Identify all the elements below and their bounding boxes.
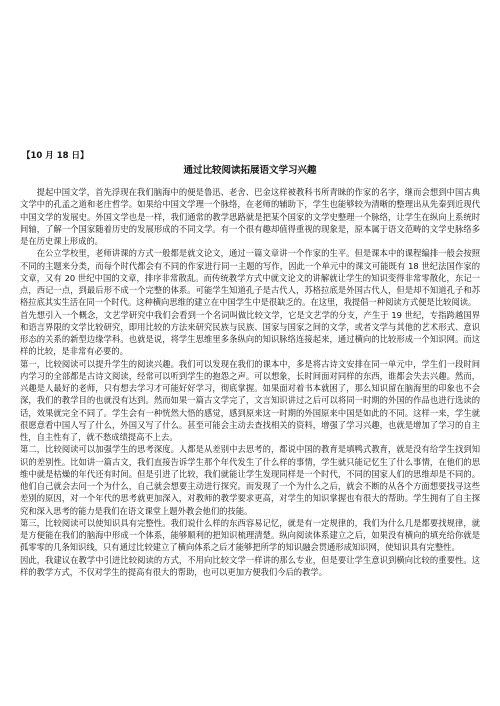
paragraph-teaching-method: 在公立学校里，老师讲课的方式一般都是就文论文，通过一篇文章讲一个作家的生平。但是课本中的课程编排一般会按照不同的主题来分类，而每个时代都会有不同的作家进行同一主题的写作，因此一个单元中的课文可能既有 18 世纪法国作家的文章，又有 20 世纪中国的文章，排序非常散乱。而传统教学方式中就文论文的讲解就让学生的知识变得非常零散化，东记一点，西记一点，到最后形不成一个完整的体系。可能学生知道孔子是古代人，苏格拉底是外国古代人，但是却不知道孔子和苏格拉底其实生活在同一个时代。这种横向思维的建立在中国学生中是很缺乏的。在这里，我提倡一种阅读方式便是比较阅读。 <box>20 248 480 308</box>
paragraph-intro: 提起中国文学，首先浮现在我们脑海中的便是鲁迅、老舍、巴金这样被教科书所青睐的作家的名字，继而会想到中国古典文学中的孔孟之道和老庄哲学。如果给中国文学理一个脉络，在老师的辅助下，学生也能够较为清晰的整理出从先秦到近现代中国文学的发展史。外国文学也是一样，我们通常的教学思路就是把某个国家的文学史整理一个脉络，让学生在纵向上系统时间轴，了解一个国家随着历史的发展形成的不同文学。有一个很有趣却值得重视的现象是，原本属于语文范畴的文学史脉络多是在历史课上形成的。 <box>20 187 480 246</box>
paragraph-point-one: 第一，比较阅读可以提升学生的阅读兴趣。我们可以发现在我们的课本中，多是将古诗文安排在同一单元中，学生们一段时间内学习的全部都是古诗文阅读，经常可以听到学生的抱怨之声。可以想象，长时间面对同样的东西，谁都会失去兴趣。然而，兴趣是人最好的老师，只有想去学习才可能好好学习，彻底掌握。如果面对着书本就困了，那么知识留在脑海里的印象也不会深，我们的教学目的也就没有达到。然而如果一篇古文学完了，文言知识讲过之后可以将同一时期的外国的作品也进行选读的话，效果就完全不同了。学生会有一种恍然大悟的感觉，感到原来这一时期的外国原来中国是如此的不同。这样一来，学生就很愿意看中国人写了什么，外国又写了什么。甚至可能会主动去查找相关的资料，增强了学习兴趣，也就是增加了学习的自主性，自主性有了，就不愁成绩提高不上去。 <box>20 358 480 442</box>
paragraph-point-two: 第二，比较阅读可以加强学生的思考深度。人都是从差别中去思考的，都说中国的教育是填鸭式教育，就是没有给学生找到知识的差别性。比如讲一篇古文，我们直接告诉学生那个年代发生了什么样的事情，学生就只能记忆生了什么事情，在他们的思维中就是枯燥的年代还有时间。但是引进了比较，我们就能让学生发现同样是一个时代，不同的国家人们的思维却是不同的。他们自己就会去问一个为什么，自己就会想要主动进行探究。而发现了一个为什么之后，就会不断的从各个方面想要找寻这些差别的原因，对一个年代的思考就更加深入，对教师的教学要求更高，对学生的知识掌握也有很大的帮助。学生拥有了自主探究和深入思考的能力是我们在语文课堂上题外教会他们的技能。 <box>20 444 480 516</box>
article-title: 通过比较阅读拓展语文学习兴趣 <box>183 165 317 176</box>
document-page <box>20 150 480 578</box>
paragraph-comparative-literature: 首先想引入一个概念，文艺学研究中我们会看到一个名词叫做比较文学，它是文艺学的分支，产生于 19 世纪，专指跨越国界和语言界限的文学比较研究，即用比较的方法来研究民族与民族、国家与国家之间的文学，或者文学与其他的艺术形式、意识形态的关系的新型边缘学科。也就是说，将学生思维里多条纵向的知识脉络连接起来，通过横向的比较形成一个知识网。而这样的比较，是非常有必要的。 <box>20 309 480 357</box>
date-heading: 【10 月 18 日】 <box>22 151 89 161</box>
paragraph-point-three: 第三，比较阅读可以使知识具有完整性。我们说什么样的东西容易记忆，就是有一定规律的，我们为什么几是都要找规律，就是方便能在我们的脑海中形成一个体系，能够顺利的把知识梳理清楚。纵向阅读体系建立之后，如果没有横向的填充给你就是孤零零的几条知识线，只有通过比较建立了横向体系之后才能够把所学的知识融会贯通形成知识网，使知识具有完整性。 <box>20 517 480 553</box>
paragraph-conclusion: 因此，我建议在教学中引进比较阅读的方式，不用向比较文学一样讲的那么专业，但是要让学生意识到横向比较的重要性。这样的教学方式，不仅对学生的提高有很大的帮助，也可以更加方便我们今后的教学。 <box>20 554 480 577</box>
